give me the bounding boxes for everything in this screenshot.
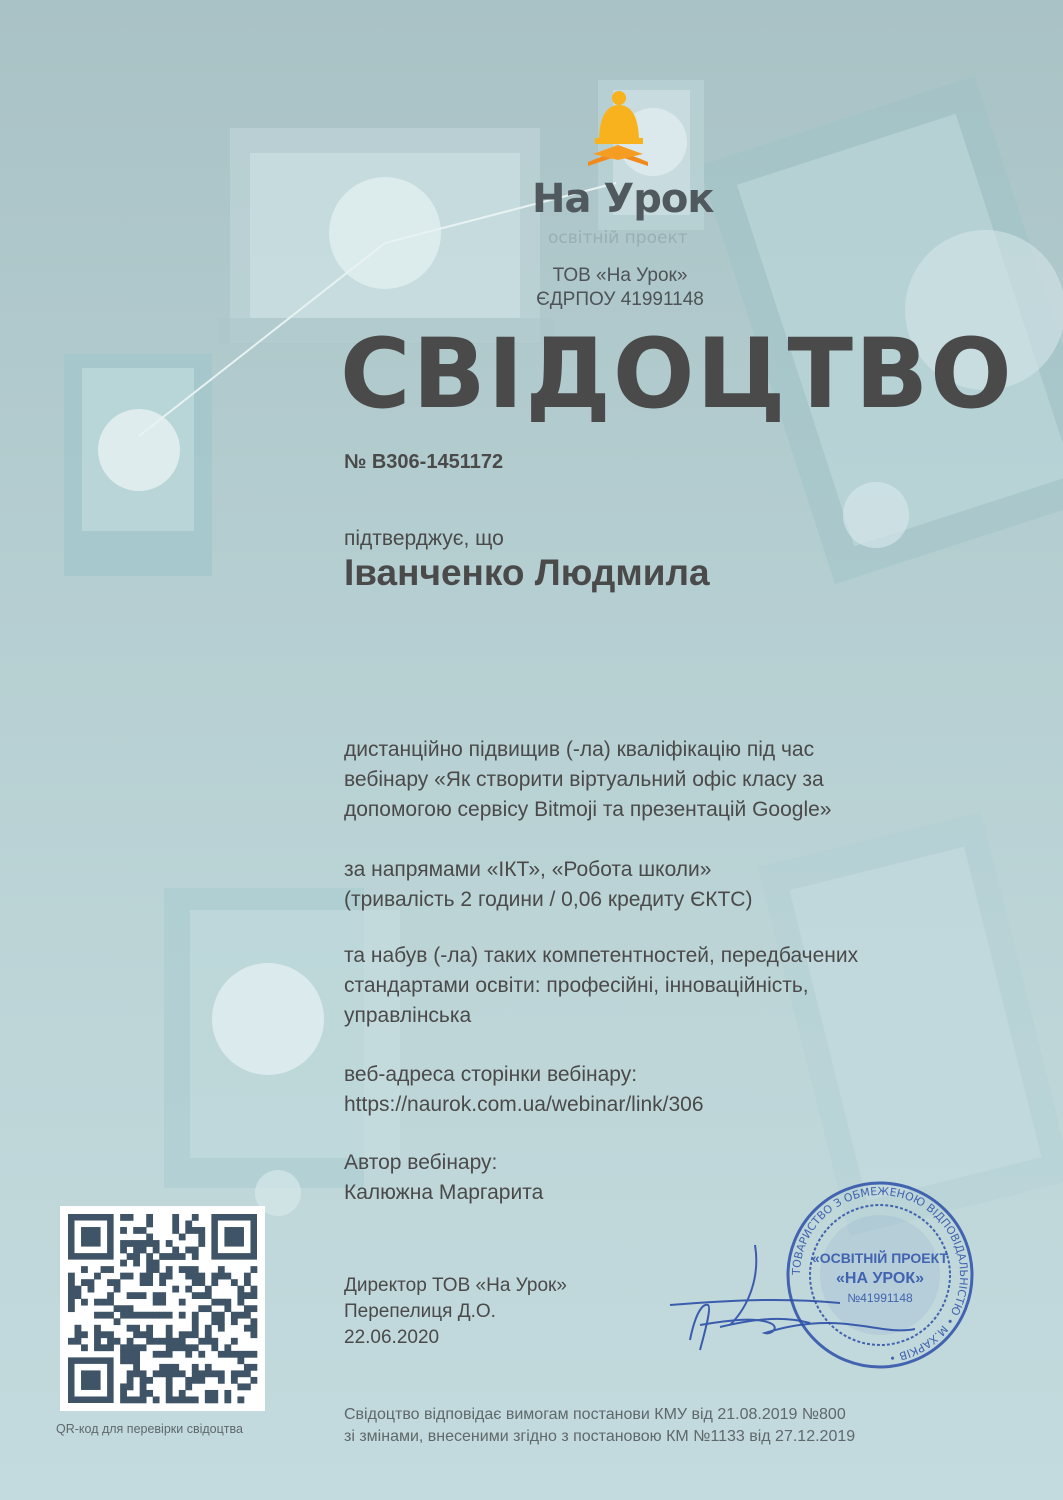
- footer-line: Свідоцтво відповідає вимогам постанови КМУ від 21.08.2019 №800: [344, 1406, 846, 1423]
- text-line: дистанційно підвищив (-ла) кваліфікацію під час: [344, 738, 815, 761]
- issue-date: 22.06.2020: [344, 1327, 440, 1348]
- stamp-line-3: №41991148: [847, 1291, 913, 1305]
- text-line: управлінська: [344, 1004, 472, 1027]
- text-line: та набув (-ла) таких компетентностей, передбачених: [344, 944, 859, 967]
- qr-code-icon: [60, 1206, 265, 1411]
- stamp-and-signature: [660, 1175, 990, 1375]
- bell-logo-icon: [585, 90, 651, 166]
- stamp-line-1: «ОСВІТНІЙ ПРОЕКТ: [811, 1250, 949, 1266]
- webinar-url-paragraph: [344, 1060, 704, 1120]
- signature-block: [344, 1273, 567, 1351]
- text-line: стандартами освіти: професійні, інноваційність,: [344, 974, 809, 997]
- author-name: Калюжна Маргарита: [344, 1181, 544, 1204]
- logo-subtitle: освітній проект: [548, 228, 688, 248]
- logo-name: На Урок: [532, 176, 714, 222]
- directions-paragraph: [344, 855, 752, 915]
- director-name: Перепелиця Д.О.: [344, 1301, 496, 1322]
- legal-footer: [344, 1404, 855, 1448]
- webinar-url: https://naurok.com.ua/webinar/link/306: [344, 1093, 704, 1116]
- qr-caption: QR-код для перевірки свідоцтва: [56, 1422, 243, 1436]
- author-paragraph: [344, 1148, 543, 1208]
- organization-code: ЄДРПОУ 41991148: [536, 289, 704, 310]
- text-line: Автор вебінару:: [344, 1151, 498, 1174]
- director-title: Директор ТОВ «На Урок»: [344, 1275, 567, 1296]
- text-line: допомогою сервісу Bitmoji та презентацій Google»: [344, 798, 832, 821]
- stamp-ring-text: ТОВАРИСТВО З ОБМЕЖЕНОЮ ВІДПОВІДАЛЬНІСТЮ • М.ХАРКІВ •: [789, 1184, 971, 1365]
- text-line: (тривалість 2 години / 0,06 кредиту ЄКТС): [344, 888, 753, 911]
- footer-line: зі змінами, внесеними згідно з постановою КМ №1133 від 27.12.2019: [344, 1428, 856, 1445]
- competencies-paragraph: [344, 941, 858, 1031]
- confirms-text: підтверджує, що: [344, 527, 504, 550]
- organization-name: ТОВ «На Урок»: [552, 265, 688, 286]
- stamp-line-2: «НА УРОК»: [836, 1270, 924, 1287]
- qr-code[interactable]: [60, 1206, 265, 1411]
- qualification-paragraph: [344, 735, 831, 825]
- text-line: за напрямами «ІКТ», «Робота школи»: [344, 858, 712, 881]
- certificate-title: СВІДОЦТВО: [340, 318, 1014, 430]
- text-line: веб-адреса сторінки вебінару:: [344, 1063, 638, 1086]
- recipient-name: Іванченко Людмила: [344, 552, 710, 593]
- official-stamp: [788, 1183, 972, 1367]
- certificate-number: № В306-1451172: [344, 451, 504, 473]
- text-line: вебінару «Як створити віртуальний офіс класу за: [344, 768, 824, 791]
